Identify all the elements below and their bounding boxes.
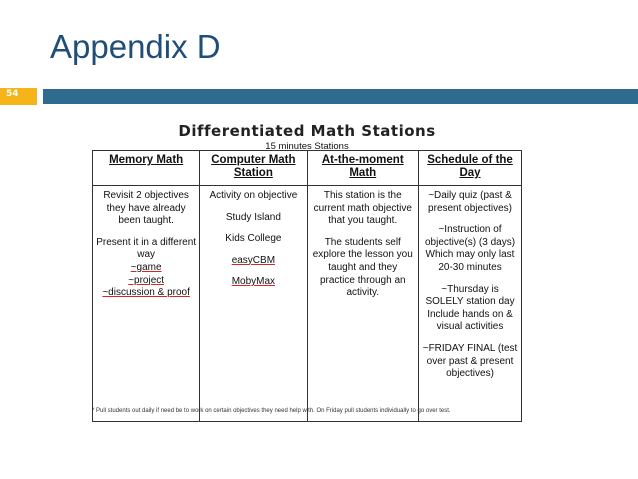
underlined-text: ~discussion & proof [102,287,190,299]
header-at-the-moment-math: At-the-moment Math [307,151,419,186]
table-row [93,186,522,422]
header-memory-math: Memory Math [93,151,200,186]
underlined-text: ~project [128,274,165,286]
paragraph: Kids College [225,233,282,245]
cell-at-the-moment-math [307,186,419,422]
underlined-text: easyCBM [231,254,276,266]
document-subtitle: 15 minutes Stations [265,141,349,152]
paragraph: Present it in a different way ~game ~project ~discussion & proof [96,236,197,299]
paragraph: Activity on objective [209,190,298,201]
paragraph: ~Daily quiz (past & present objectives) [428,190,512,214]
stations-table [92,150,522,422]
slide-title: Appendix D [50,28,221,65]
document-title: Differentiated Math Stations [178,122,436,140]
header-schedule-of-the-day: Schedule of the Day [419,151,522,186]
slide-number: 54 [6,89,19,99]
underlined-text: MobyMax [231,276,276,288]
paragraph: ~Thursday is SOLELY station day Include hands on & visual activities [425,283,515,333]
paragraph: The students self explore the lesson you taught and they practice through an activity. [312,236,413,299]
paragraph: This station is the current math objective that you taught. [313,190,412,227]
paragraph: ~FRIDAY FINAL (test over past & present objectives) [422,342,518,380]
cell-memory-math [93,186,200,422]
paragraph [203,255,303,268]
paragraph: Study Island [225,211,281,223]
underlined-text: ~game [130,261,162,273]
paragraph [203,276,303,289]
slide-number-box [0,88,37,105]
paragraph: Revisit 2 objectives they have already been taught. [103,190,189,227]
table-header-row [93,151,522,186]
table-footnote: * Pull students out daily if need be to work on certain objectives they need help with. On Friday pull students individually to go over test. [92,408,451,414]
cell-schedule-of-the-day [419,186,522,422]
document-header [92,122,522,152]
title-divider-bar [43,89,638,104]
cell-computer-math-station [200,186,307,422]
header-computer-math-station: Computer Math Station [200,151,307,186]
paragraph: ~Instruction of objective(s) (3 days) Which may only last 20-30 minutes [425,224,516,273]
